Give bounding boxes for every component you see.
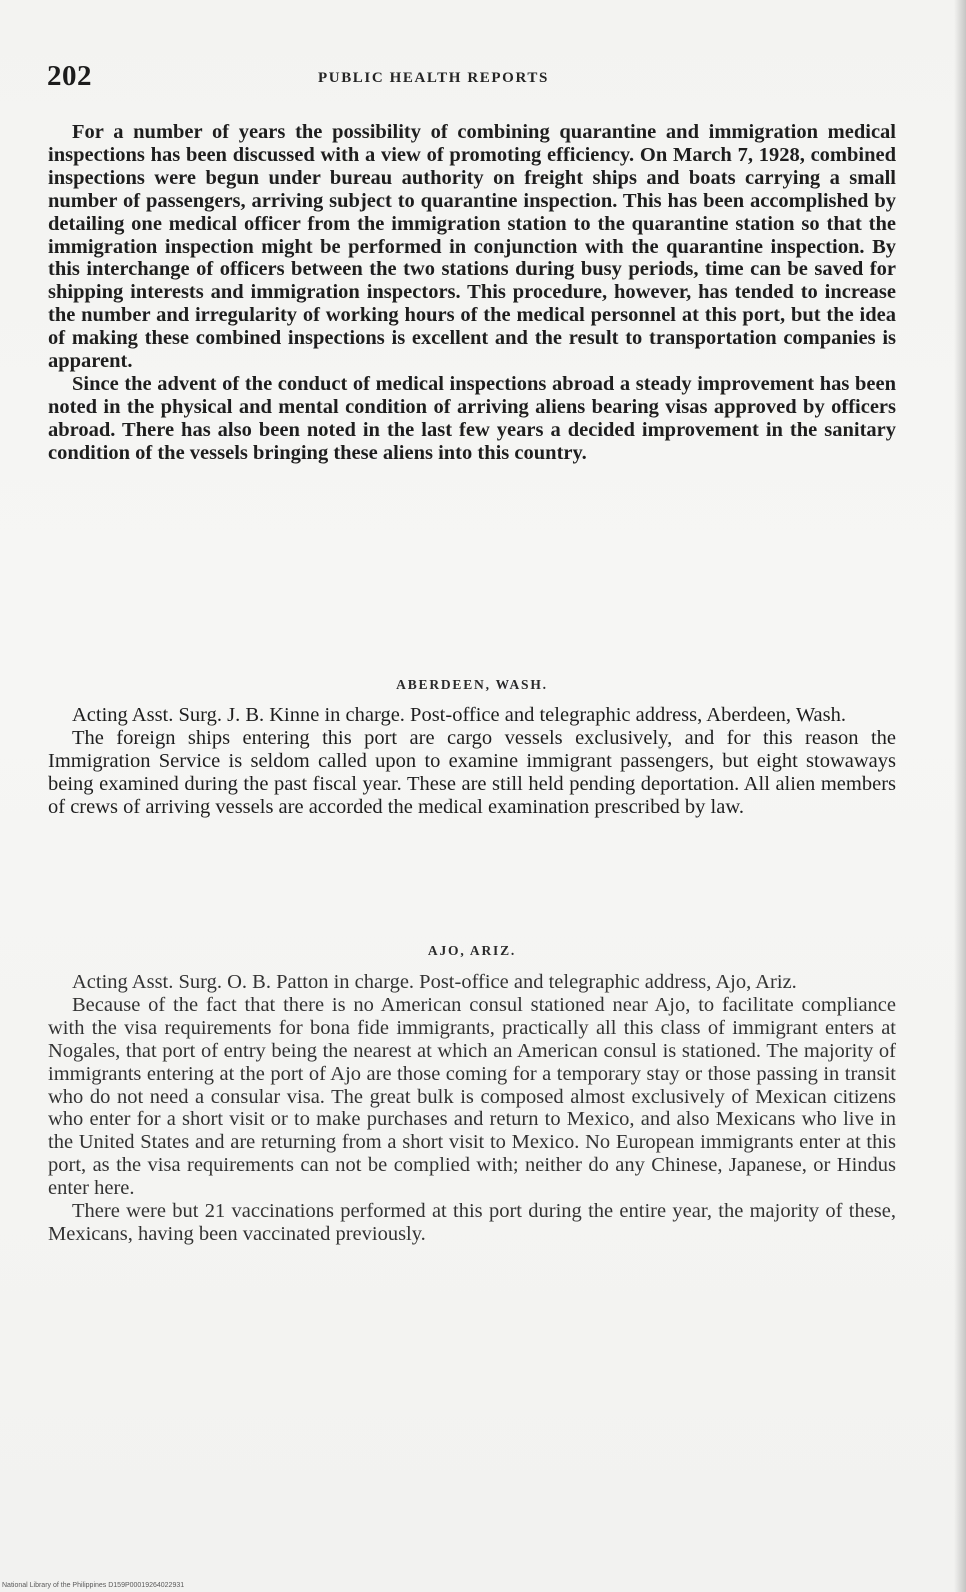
ajo-text-block: [48, 971, 896, 1246]
intro-text-block: [48, 121, 896, 465]
digitization-credit: National Library of the Philippines D159P00019264022931: [2, 1582, 185, 1589]
aberdeen-text-block: [48, 704, 896, 819]
ajo-paragraph-1: Acting Asst. Surg. O. B. Patton in charge. Post-office and telegraphic address, Ajo, Ariz.: [72, 971, 797, 993]
running-title: PUBLIC HEALTH REPORTS: [318, 70, 549, 86]
aberdeen-paragraph-2: The foreign ships entering this port are cargo vessels exclusively, and for this reason the Immigration Service is seldom called upon to examine immigrant passengers, but eight stowaways being examined during the past fiscal year. These are still held pending deportation. All alien members of crews of arriving vessels are accorded the medical examination prescribed by law.: [48, 726, 896, 818]
intro-paragraph-1: For a number of years the possibility of combining quarantine and immigration medical inspections has been discussed with a view of promoting efficiency. On March 7, 1928, combined inspections were begun under bureau authority on freight ships and boats carrying a small number of passengers, arriving subject to quarantine inspection. This has been accomplished by detailing one medical officer from the immigration station to the quarantine station so that the immigration inspection might be performed in conjunction with the quarantine inspection. By this interchange of officers between the two stations during busy periods, time can be saved for shipping interests and immigration inspectors. This procedure, however, has tended to increase the number and irregularity of working hours of the medical personnel at this port, but the idea of making these combined inspections is excellent and the result to transportation companies is apparent.: [48, 121, 896, 373]
page-edge-shadow: [954, 0, 966, 1592]
page-number: 202: [47, 60, 92, 92]
section-heading-ajo: AJO, ARIZ.: [427, 943, 517, 958]
ajo-paragraph-3: There were but 21 vaccinations performed at this port during the entire year, the majority of these, Mexicans, having been vaccinated previously.: [48, 1200, 896, 1245]
ajo-paragraph-2: Because of the fact that there is no American consul stationed near Ajo, to facilitate compliance with the visa requirements for bona fide immigrants, practically all this class of immigrant enters at Nogales, that port of entry being the nearest at which an American consul is stationed. The majority of immigrants entering at the port of Ajo are those coming for a temporary stay or those passing in transit who do not need a consular visa. The great bulk is composed almost exclusively of Mexican citizens who enter for a short visit or to make purchases and return to Mexico, and also Mexicans who live in the United States and are returning from a short visit to Mexico. No European immigrants enter at this port, as the visa requirements can not be complied with; neither do any Chinese, Japanese, or Hindus enter here.: [48, 993, 896, 1200]
section-heading-aberdeen: ABERDEEN, WASH.: [396, 677, 548, 692]
aberdeen-paragraph-1: Acting Asst. Surg. J. B. Kinne in charge. Post-office and telegraphic address, Aberdeen, Wash.: [72, 704, 846, 726]
intro-paragraph-2: Since the advent of the conduct of medical inspections abroad a steady improvement has been noted in the physical and mental condition of arriving aliens bearing visas approved by officers abroad. There has also been noted in the last few years a decided improvement in the sanitary condition of the vessels bringing these aliens into this country.: [48, 372, 896, 464]
